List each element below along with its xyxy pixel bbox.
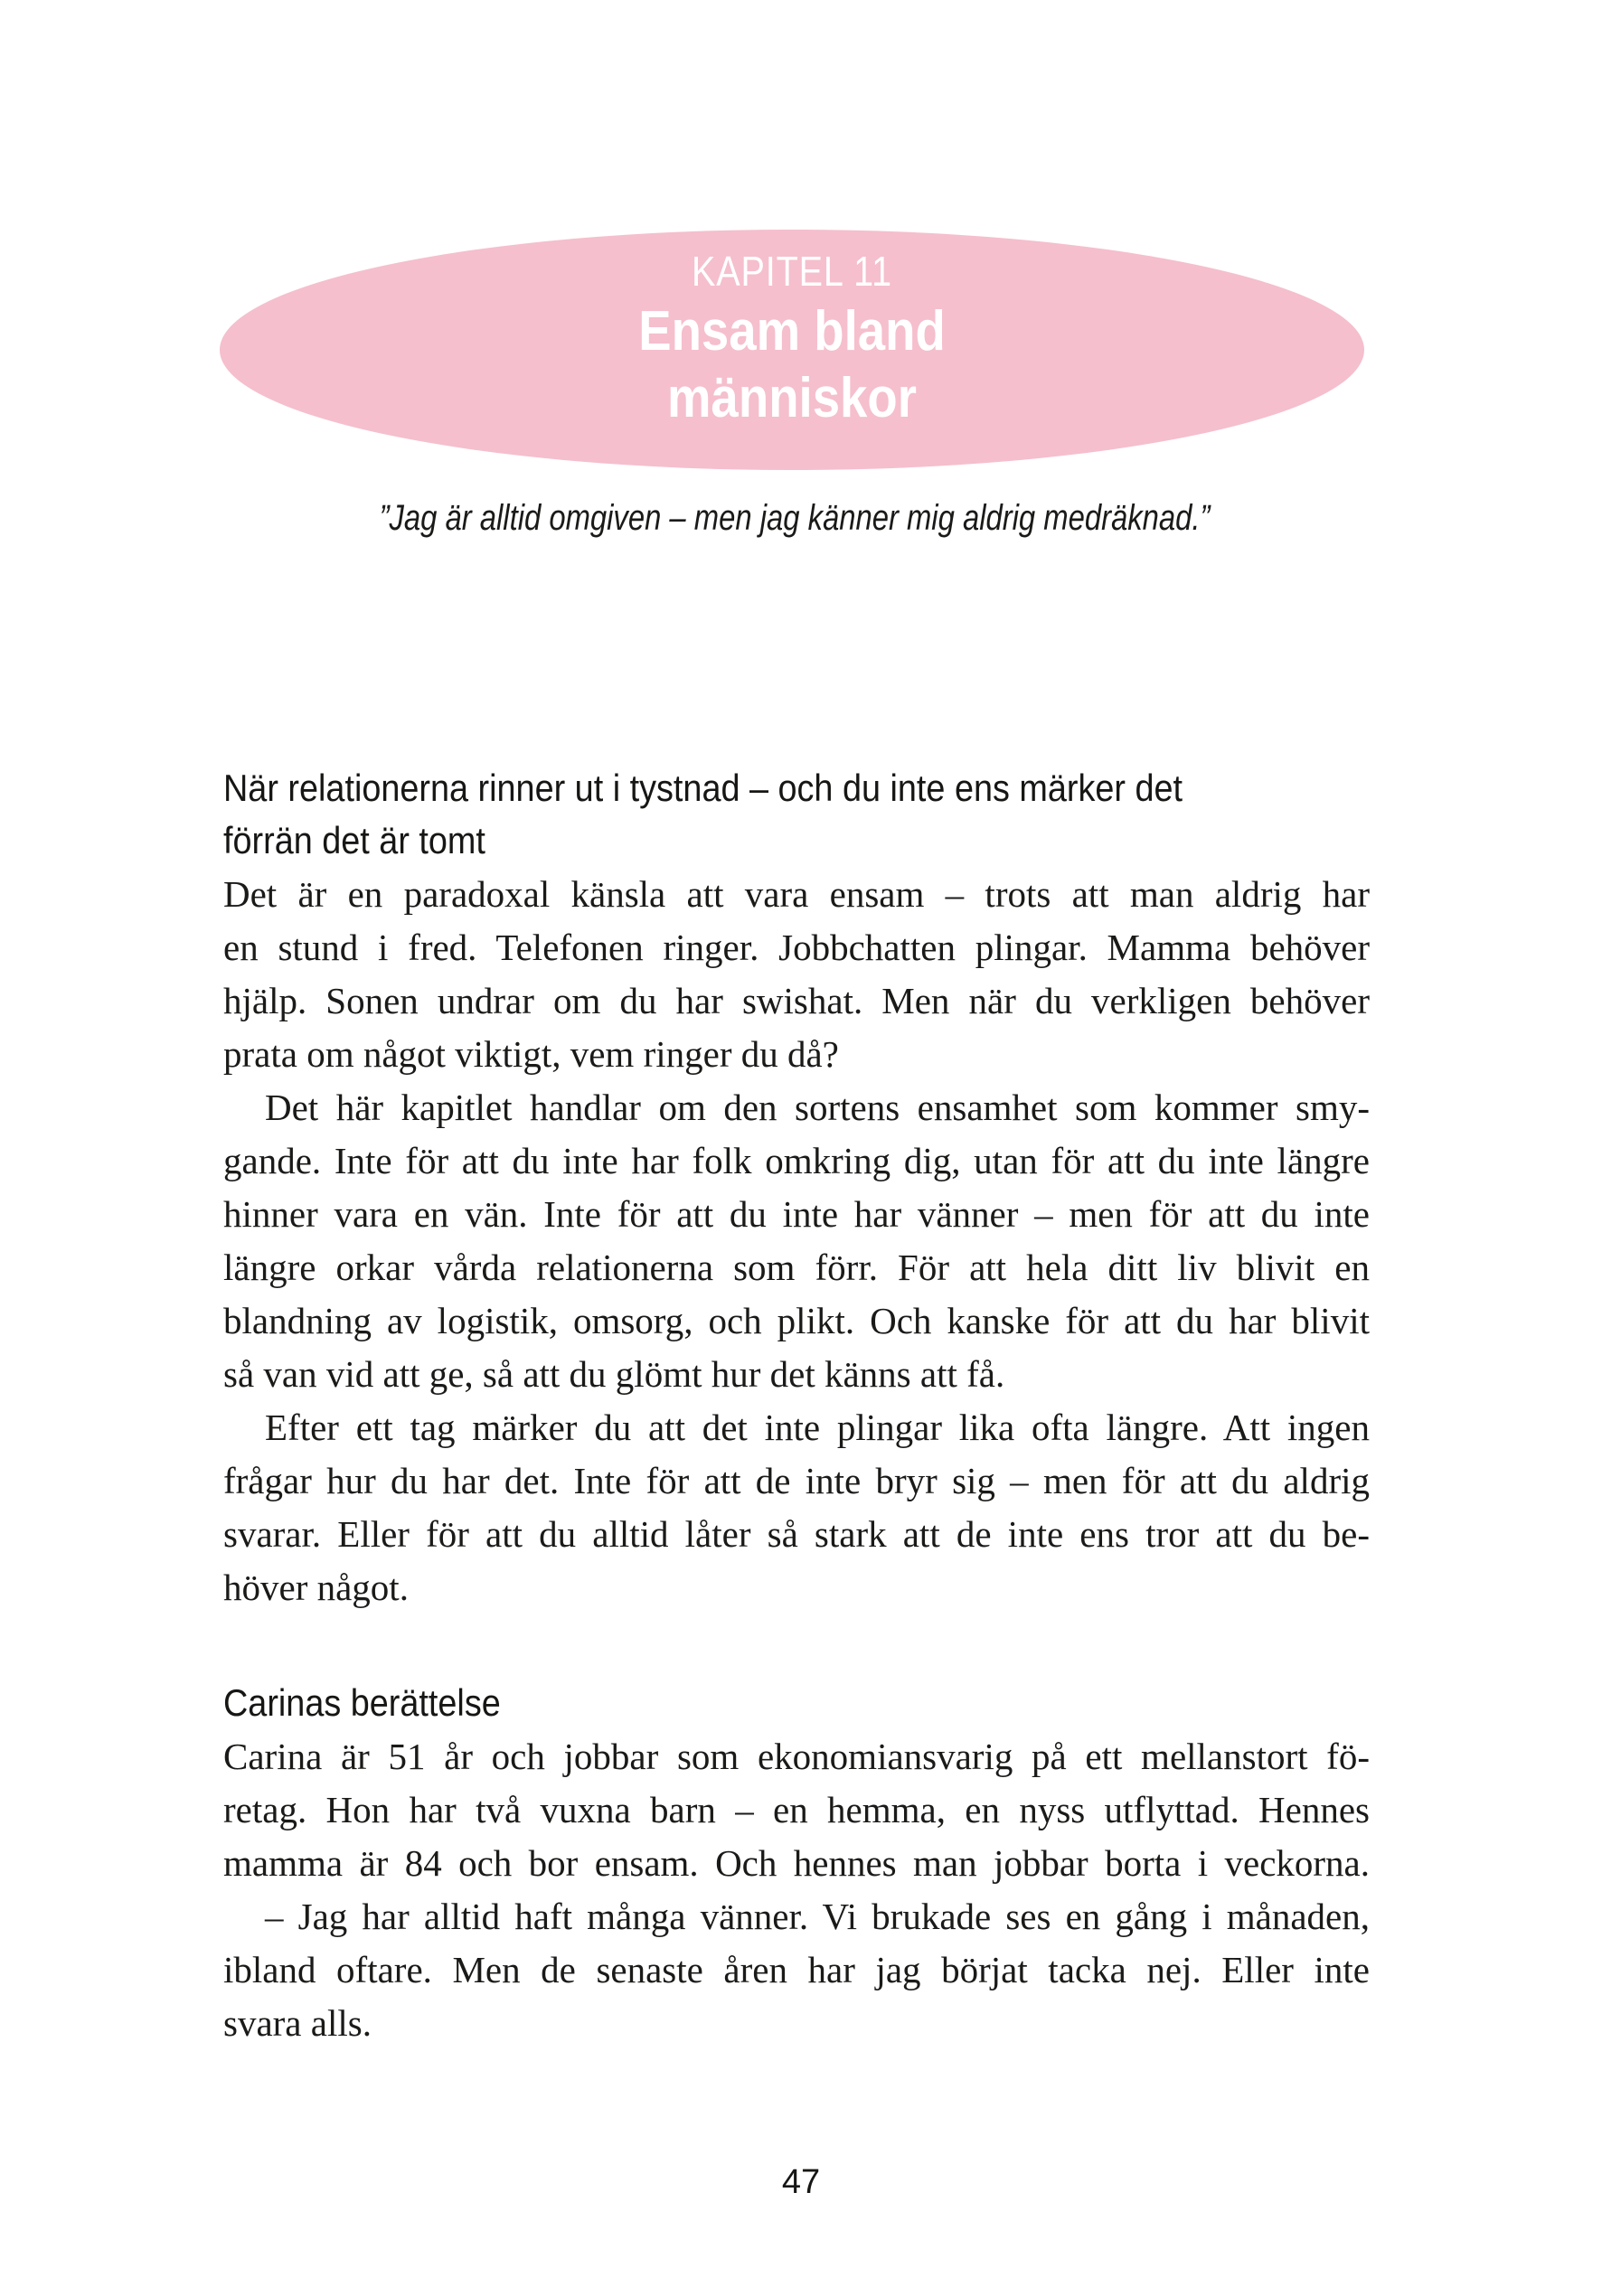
- section-heading: När relationerna rinner ut i tystnad – och du inte ens märker det: [223, 767, 1183, 809]
- body-line: längre orkar vårda relationerna som förr. För att hela ditt liv blivit en: [223, 1247, 1370, 1288]
- chapter-label: KAPITEL 11: [692, 248, 892, 295]
- page-number: 47: [781, 2163, 821, 2201]
- body-line: retag. Hon har två vuxna barn – en hemma, en nyss utflyttad. Hennes: [223, 1789, 1370, 1830]
- body-line: Efter ett tag märker du att det inte plingar lika ofta längre. Att ingen: [265, 1407, 1370, 1448]
- body-line: en stund i fred. Telefonen ringer. Jobbchatten plingar. Mamma behöver: [223, 927, 1370, 968]
- body-line: Carina är 51 år och jobbar som ekonomiansvarig på ett mellanstort fö-: [223, 1736, 1370, 1777]
- body-line: ibland oftare. Men de senaste åren har jag börjat tacka nej. Eller inte: [223, 1949, 1370, 1990]
- body-line: höver något.: [223, 1567, 409, 1608]
- body-line: svara alls.: [223, 2002, 372, 2044]
- body-line: så van vid att ge, så att du glömt hur det känns att få.: [223, 1353, 1005, 1395]
- section-heading: förrän det är tomt: [223, 819, 485, 861]
- chapter-title-line: Ensam bland: [638, 300, 946, 362]
- body-line: hjälp. Sonen undrar om du har swishat. Men när du verkligen behöver: [223, 980, 1370, 1021]
- body-line: blandning av logistik, omsorg, och plikt. Och kanske för att du har blivit: [223, 1300, 1370, 1341]
- chapter-title-line: människor: [667, 367, 917, 429]
- body-line: Det här kapitlet handlar om den sortens ensamhet som kommer smy-: [265, 1087, 1370, 1128]
- epigraph-quote: ”Jag är alltid omgiven – men jag känner mig aldrig medräknad.”: [379, 498, 1211, 538]
- section-heading: Carinas berättelse: [223, 1681, 501, 1724]
- body-line: frågar hur du har det. Inte för att de inte bryr sig – men för att du aldrig: [223, 1460, 1370, 1501]
- body-line: – Jag har alltid haft många vänner. Vi brukade ses en gång i månaden,: [265, 1896, 1370, 1937]
- body-line: hinner vara en vän. Inte för att du inte har vänner – men för att du inte: [223, 1193, 1370, 1235]
- chapter-title: [288, 298, 1296, 432]
- body-line: mamma är 84 och bor ensam. Och hennes man jobbar borta i veckorna.: [223, 1842, 1370, 1884]
- body-line: gande. Inte för att du inte har folk omkring dig, utan för att du inte längre: [223, 1140, 1370, 1181]
- body-line: prata om något viktigt, vem ringer du då?: [223, 1033, 839, 1075]
- body-line: svarar. Eller för att du alltid låter så stark att de inte ens tror att du be-: [223, 1513, 1370, 1555]
- body-line: Det är en paradoxal känsla att vara ensam – trots att man aldrig har: [223, 873, 1370, 915]
